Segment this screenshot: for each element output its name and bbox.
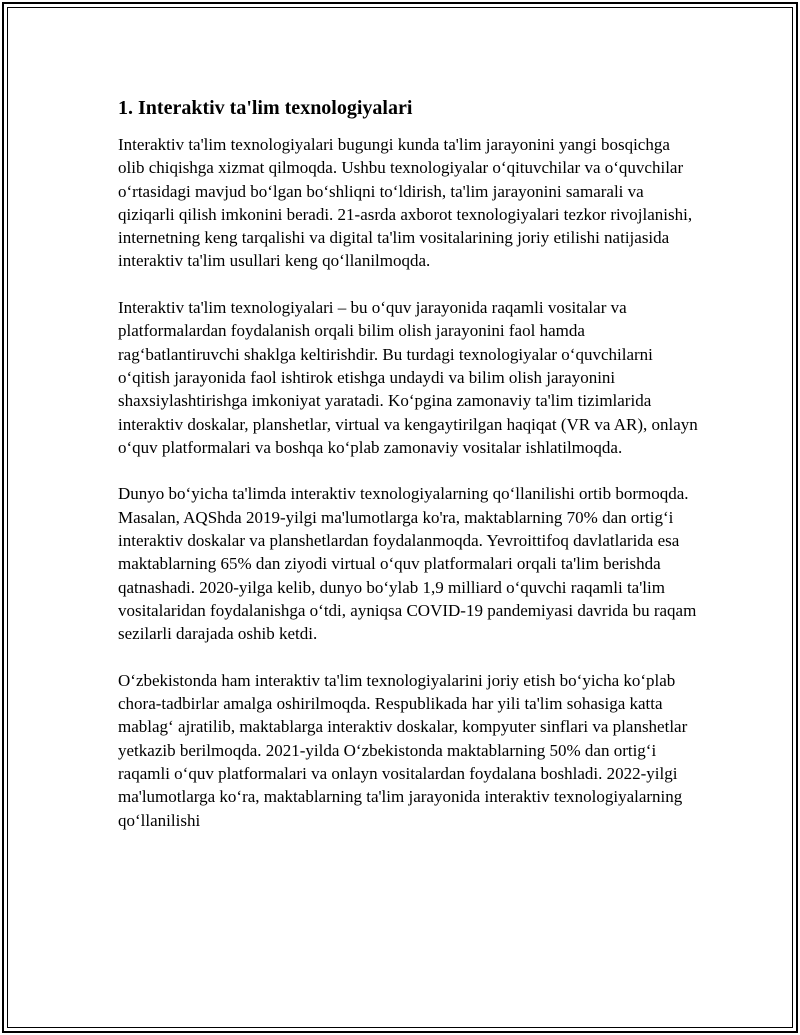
paragraph-2: Interaktiv ta'lim texnologiyalari – bu o‘quv jarayonida raqamli vositalar va platformalardan foydalanish orqali bilim olish jarayonini faol hamda rag‘batlantiruvchi shaklga keltirishdir. Bu turdagi texnologiyalar o‘quvchilarni o‘qitish jarayonida faol ishtirok etishga undaydi va bilim olish jarayonini shaxsiylashtirishga imkoniyat yaratadi. Ko‘pgina zamonaviy ta'lim tizimlarida interaktiv doskalar, planshetlar, virtual va kengaytirilgan haqiqat (VR va AR), onlayn o‘quv platformalari va boshqa ko‘plab zamonaviy vositalar ishlatilmoqda. xyxy=(118,298,698,457)
paragraph-3: Dunyo bo‘yicha ta'limda interaktiv texnologiyalarning qo‘llanilishi ortib bormoqda. Masalan, AQShda 2019-yilgi ma'lumotlarga ko'ra, maktablarning 70% dan ortig‘i interaktiv doskalar va planshetlardan foydalanmoqda. Yevroittifoq davlatlarida esa maktablarning 65% dan ziyodi virtual o‘quv platformalari orqali ta'lim berishda qatnashadi. 2020-yilga kelib, dunyo bo‘ylab 1,9 milliard o‘quvchi raqamli ta'lim vositalaridan foydalanishga o‘tdi, ayniqsa COVID-19 pandemiyasi davrida bu raqam sezilarli darajada oshib ketdi. xyxy=(118,484,697,644)
section-heading: 1. Interaktiv ta'lim texnologiyalari xyxy=(118,97,413,119)
document-body xyxy=(118,96,698,832)
paragraph-4: O‘zbekistonda ham interaktiv ta'lim texnologiyalarini joriy etish bo‘yicha ko‘plab chora-tadbirlar amalga oshirilmoqda. Respublikada har yili ta'lim sohasiga katta mablag‘ ajratilib, maktablarga interaktiv doskalar, kompyuter sinflari va planshetlar yetkazib berilmoqda. 2021-yilda O‘zbekistonda maktablarning 50% dan ortig‘i raqamli o‘quv platformalari va onlayn vositalardan foydalana boshladi. 2022-yilgi ma'lumotlarga ko‘ra, maktablarning ta'lim jarayonida interaktiv texnologiyalarning qo‘llanilishi xyxy=(118,670,688,830)
paragraph-1: Interaktiv ta'lim texnologiyalari bugungi kunda ta'lim jarayonini yangi bosqichga olib chiqishga xizmat qilmoqda. Ushbu texnologiyalar o‘qituvchilar va o‘quvchilar o‘rtasidagi mavjud bo‘lgan bo‘shliqni to‘ldirish, ta'lim jarayonini samarali va qiziqarli qilish imkonini beradi. 21-asrda axborot texnologiyalari tezkor rivojlanishi, internetning keng tarqalishi va digital ta'lim vositalarining joriy etilishi natijasida interaktiv ta'lim usullari keng qo‘llanilmoqda. xyxy=(118,135,693,271)
